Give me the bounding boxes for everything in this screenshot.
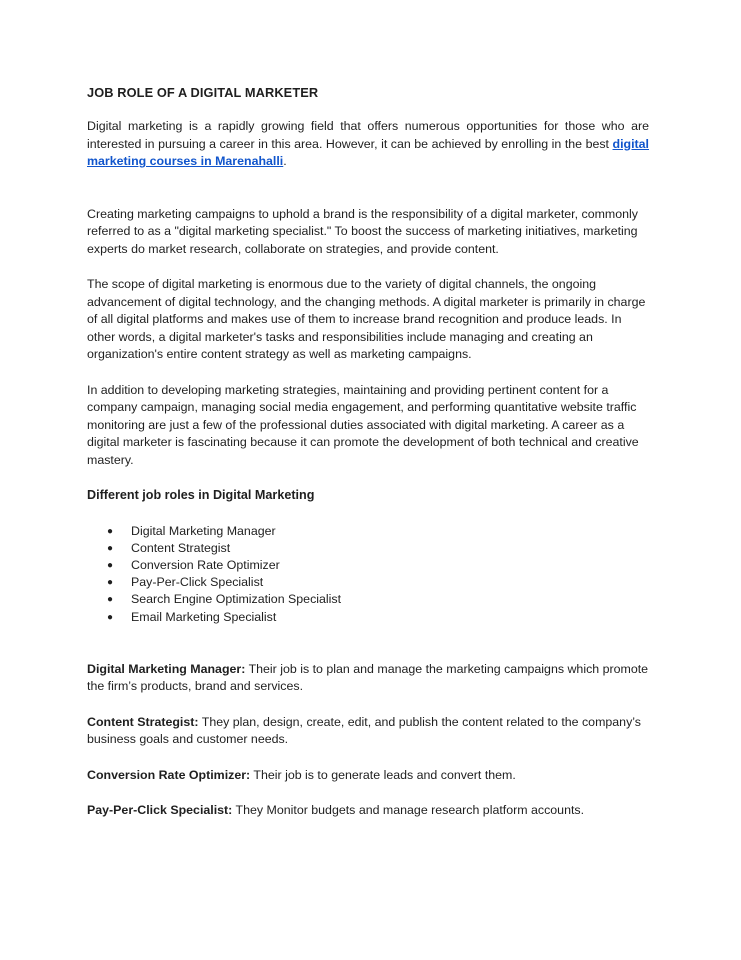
role-description-ppc	[87, 802, 649, 820]
list-item	[107, 540, 649, 557]
document-body	[87, 84, 649, 838]
role-description-manager	[87, 661, 649, 696]
intro-text-end: .	[283, 154, 287, 168]
list-item-label: Digital Marketing Manager	[131, 523, 276, 538]
bullet-icon: ●	[107, 594, 114, 606]
intro-paragraph	[87, 118, 649, 171]
list-item	[107, 574, 649, 591]
list-item	[107, 609, 649, 626]
bullet-icon: ●	[107, 559, 114, 571]
list-item-label: Pay-Per-Click Specialist	[131, 575, 264, 590]
role-text: They plan, design, create, edit, and publish the content related to the company’s business goals and customer needs.	[87, 714, 641, 747]
body-paragraph-3: In addition to developing marketing strategies, maintaining and providing pertinent content for a company campaign, managing social media engagement, and performing quantitative website traffic monitoring are just a few of the professional duties associated with digital marketing. A career as a digital marketer is fascinating because it can promote the development of both technical and creative mastery.	[87, 382, 639, 467]
role-label: Digital Marketing Manager:	[87, 661, 246, 676]
bullet-icon: ●	[107, 577, 114, 589]
role-label: Conversion Rate Optimizer:	[87, 767, 251, 782]
roles-heading: Different job roles in Digital Marketing	[87, 488, 315, 502]
role-text: Their job is to generate leads and convert them.	[250, 767, 516, 782]
list-item-label: Search Engine Optimization Specialist	[131, 592, 342, 607]
roles-list	[87, 523, 649, 626]
role-label: Content Strategist:	[87, 714, 199, 729]
role-description-strategist	[87, 714, 649, 749]
bullet-icon: ●	[107, 542, 114, 554]
list-item	[107, 523, 649, 540]
role-label: Pay-Per-Click Specialist:	[87, 803, 233, 818]
list-item	[107, 591, 649, 608]
role-description-optimizer	[87, 767, 649, 785]
document-title: JOB ROLE OF A DIGITAL MARKETER	[87, 85, 319, 100]
list-item-label: Conversion Rate Optimizer	[131, 557, 280, 572]
list-item	[107, 557, 649, 574]
intro-text: Digital marketing is a rapidly growing field that offers numerous opportunities for those who are interested in pursuing a career in this area. However, it can be achieved by enrolling in the best	[87, 119, 649, 151]
list-item-label: Content Strategist	[131, 540, 231, 555]
body-paragraph-2: The scope of digital marketing is enormous due to the variety of digital channels, the ongoing advancement of digital technology, and the changing methods. A digital marketer is primarily in charge of all digital platforms and makes use of them to increase brand recognition and produce leads. In other words, a digital marketer's tasks and responsibilities include managing and creating an organization's entire content strategy as well as marketing campaigns.	[87, 277, 646, 361]
role-text: They Monitor budgets and manage research platform accounts.	[232, 803, 585, 818]
courses-link[interactable]: digital marketing courses in Marenahalli	[87, 136, 649, 168]
bullet-icon: ●	[107, 611, 114, 623]
role-text: Their job is to plan and manage the marketing campaigns which promote the firm’s products, brand and services.	[87, 661, 649, 694]
body-paragraph-1: Creating marketing campaigns to uphold a brand is the responsibility of a digital marketer, commonly referred to as a "digital marketing specialist." To boost the success of marketing initiatives, marketing experts do market research, collaborate on strategies, and provide content.	[87, 206, 638, 256]
bullet-icon: ●	[107, 525, 114, 537]
list-item-label: Email Marketing Specialist	[131, 609, 277, 624]
